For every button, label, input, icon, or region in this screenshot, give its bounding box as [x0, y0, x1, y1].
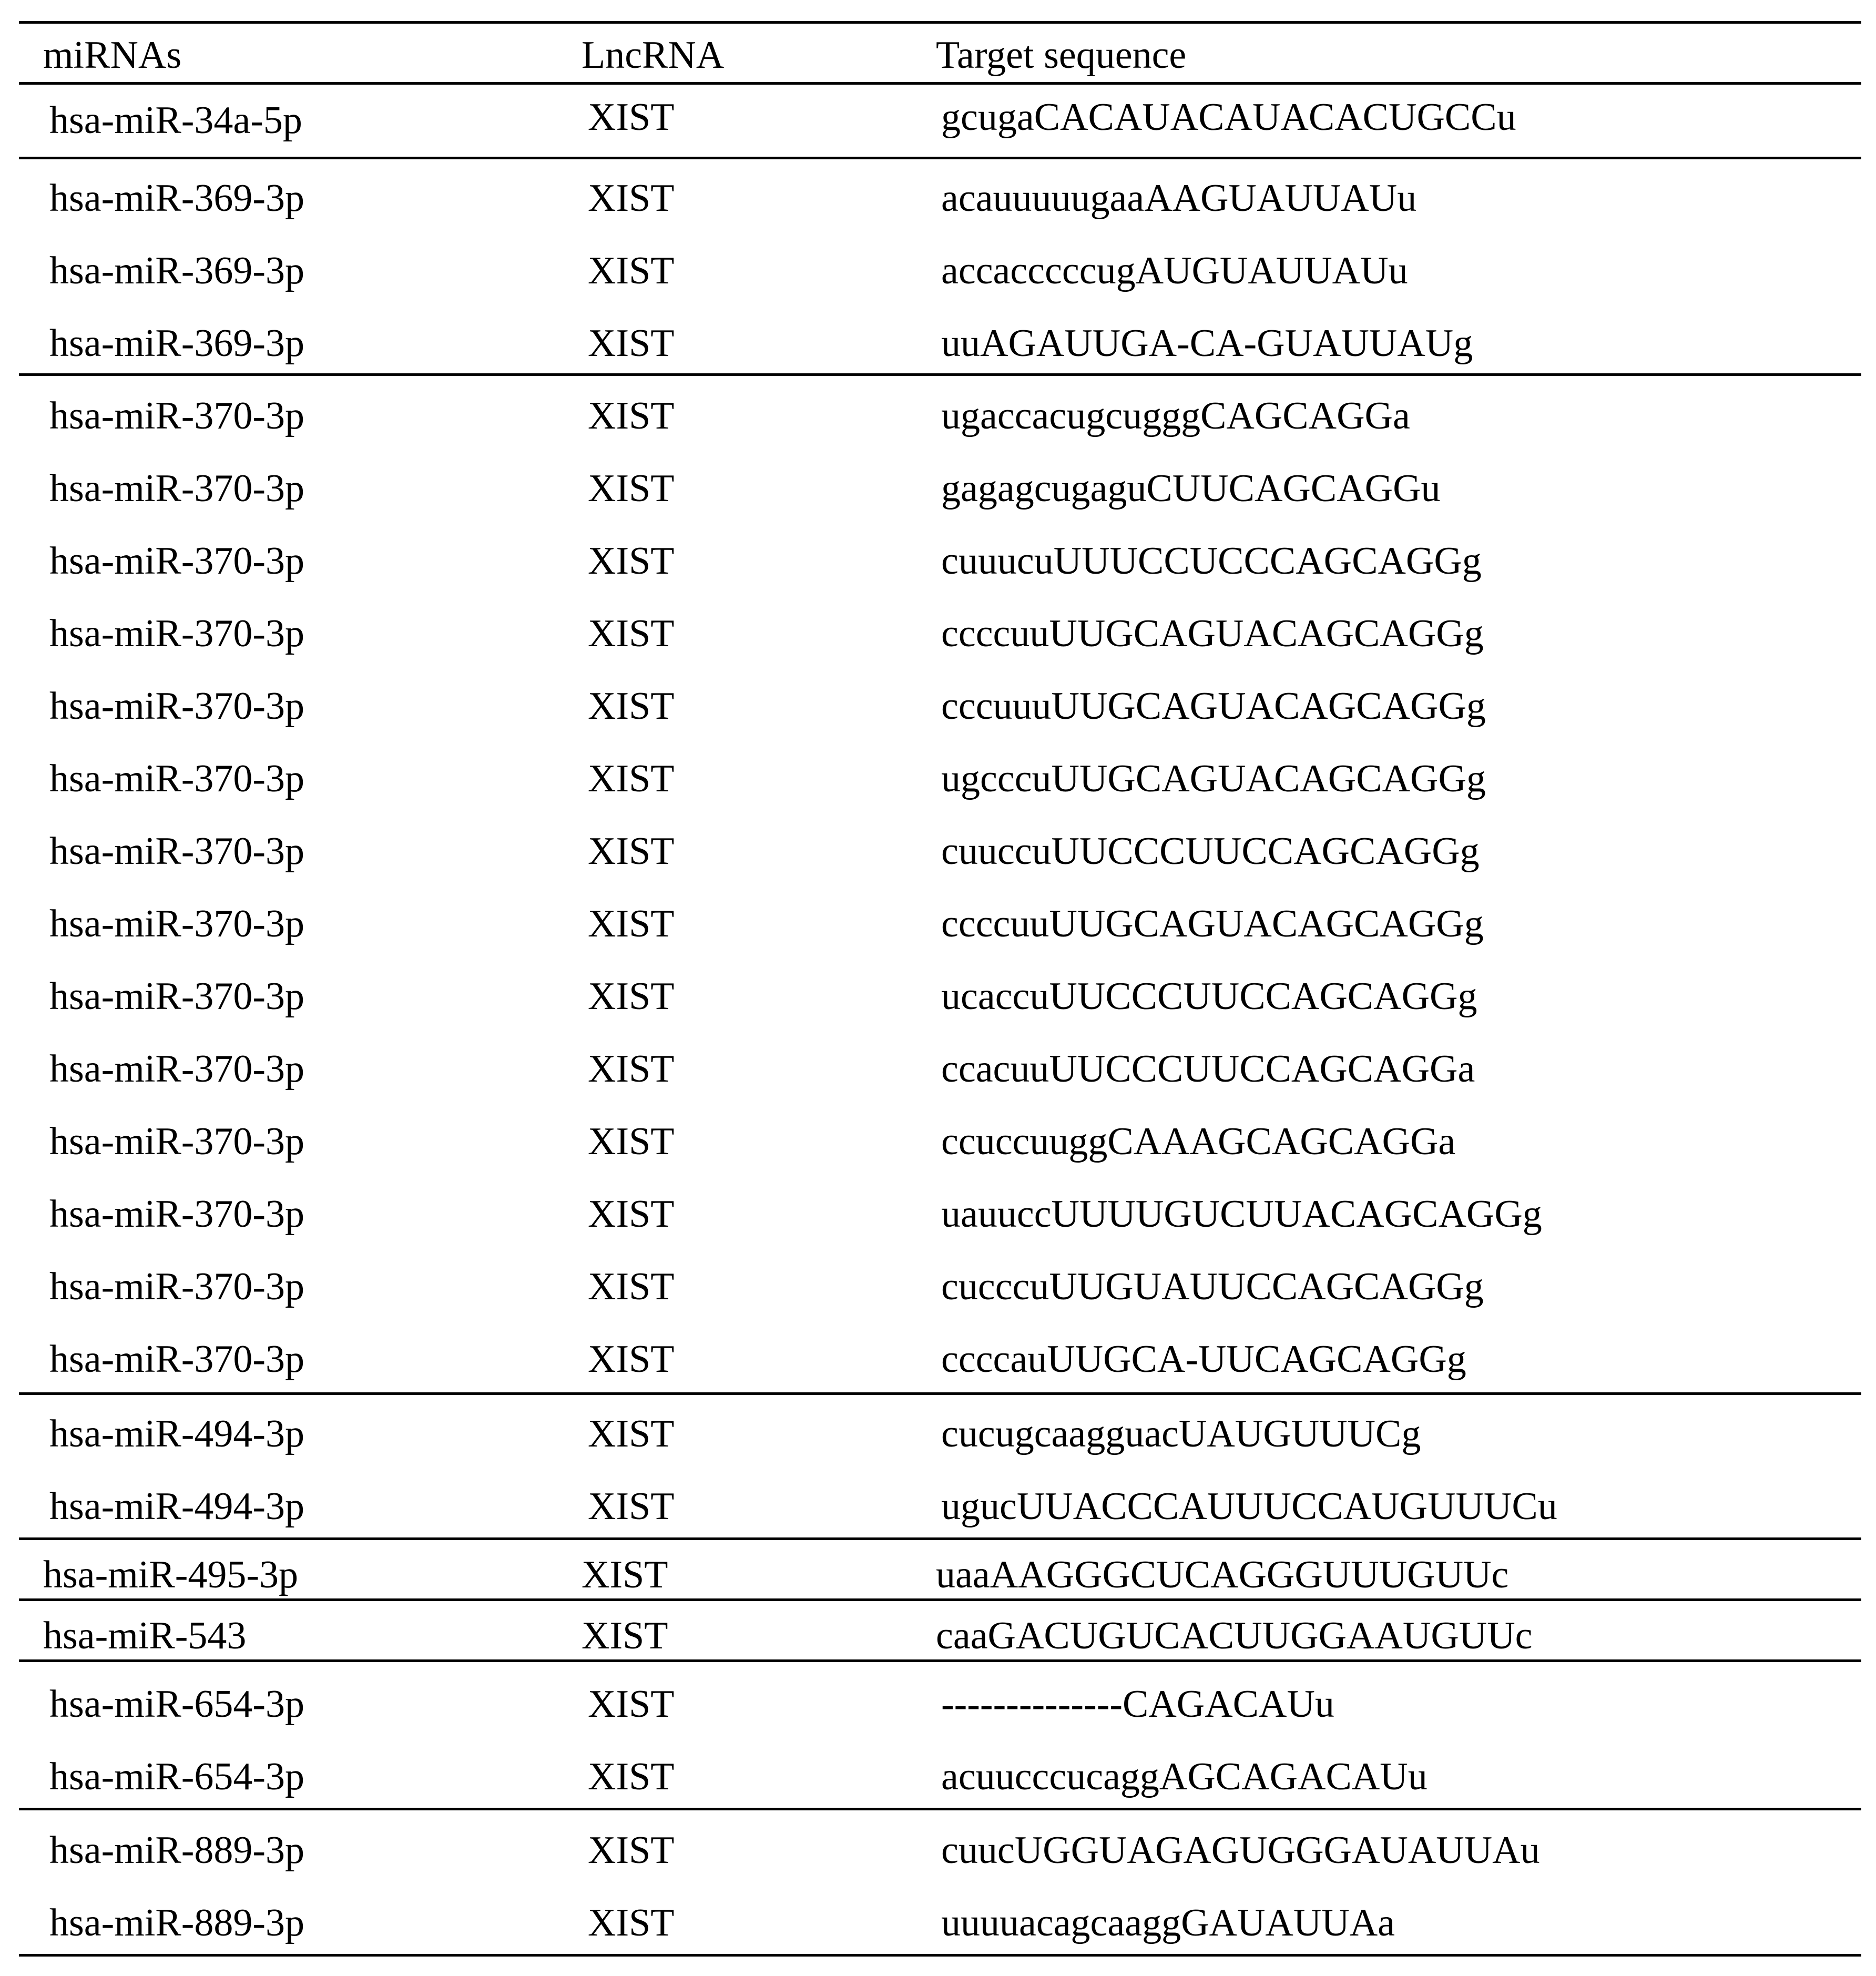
table-row-target: caaGACUGUCACUUGGAAUGUUc	[936, 1614, 1533, 1657]
group-divider	[19, 1598, 1861, 1601]
table-row-mirna: hsa-miR-494-3p	[49, 1412, 305, 1455]
table-row-lncrna: XIST	[588, 96, 675, 139]
table-row-target: ccuccuuggCAAAGCAGCAGGa	[941, 1120, 1456, 1163]
table-top-rule	[19, 21, 1861, 24]
table-row-target: uuAGAUUGA-CA-GUAUUAUg	[941, 322, 1473, 365]
table-row-lncrna: XIST	[588, 1412, 675, 1455]
table-row-target: cucugcaagguacUAUGUUUCg	[941, 1412, 1421, 1455]
table-row-mirna: hsa-miR-370-3p	[49, 757, 305, 800]
table-row-mirna: hsa-miR-370-3p	[49, 1047, 305, 1091]
table-row-lncrna: XIST	[588, 1755, 675, 1798]
table-row-lncrna: XIST	[588, 1485, 675, 1528]
header-target-sequence: Target sequence	[936, 34, 1187, 77]
table-row-target: gcugaCACAUACAUACACUGCCu	[941, 96, 1516, 139]
table-row-lncrna: XIST	[588, 1047, 675, 1091]
table-row-mirna: hsa-miR-370-3p	[49, 1338, 305, 1381]
table-row-target: cuuucuUUUCCUCCCAGCAGGg	[941, 539, 1482, 583]
table-row-target: accacccccugAUGUAUUAUu	[941, 249, 1408, 292]
table-bottom-rule	[19, 1954, 1861, 1957]
table-row-target: cucccuUUGUAUUCCAGCAGGg	[941, 1265, 1484, 1308]
table-row-mirna: hsa-miR-370-3p	[49, 1193, 305, 1236]
table-row-target: cuuccuUUCCCUUCCAGCAGGg	[941, 830, 1480, 873]
table-row-target: acuucccucaggAGCAGACAUu	[941, 1755, 1428, 1798]
table-row-mirna: hsa-miR-370-3p	[49, 612, 305, 655]
table-row-lncrna: XIST	[588, 1193, 675, 1236]
table-row-mirna: hsa-miR-370-3p	[49, 539, 305, 583]
table-row-lncrna: XIST	[588, 902, 675, 945]
table-row-mirna: hsa-miR-495-3p	[43, 1553, 299, 1596]
table-row-target: ccccuuUUGCAGUACAGCAGGg	[941, 612, 1484, 655]
table-row-lncrna: XIST	[588, 322, 675, 365]
header-mirnas: miRNAs	[43, 34, 182, 77]
table-row-mirna: hsa-miR-369-3p	[49, 249, 305, 292]
table-row-lncrna: XIST	[588, 539, 675, 583]
table-row-mirna: hsa-miR-370-3p	[49, 685, 305, 728]
group-divider	[19, 157, 1861, 159]
table-row-mirna: hsa-miR-370-3p	[49, 1120, 305, 1163]
table-row-mirna: hsa-miR-654-3p	[49, 1755, 305, 1798]
table-row-lncrna: XIST	[582, 1614, 668, 1657]
table-row-target: ucaccuUUCCCUUCCAGCAGGg	[941, 975, 1477, 1018]
table-row-mirna: hsa-miR-369-3p	[49, 322, 305, 365]
table-row-mirna: hsa-miR-370-3p	[49, 467, 305, 510]
table-row-mirna: hsa-miR-370-3p	[49, 394, 305, 437]
table-row-target: ccccauUUGCA-UUCAGCAGGg	[941, 1338, 1466, 1381]
table-row-lncrna: XIST	[588, 467, 675, 510]
table-row-mirna: hsa-miR-370-3p	[49, 1265, 305, 1308]
table-row-lncrna: XIST	[588, 1829, 675, 1872]
table-row-mirna: hsa-miR-889-3p	[49, 1901, 305, 1944]
table-row-lncrna: XIST	[588, 177, 675, 220]
group-divider	[19, 1392, 1861, 1395]
table-row-target: acauuuuugaaAAGUAUUAUu	[941, 177, 1417, 220]
header-lncrna: LncRNA	[582, 34, 725, 77]
table-row-mirna: hsa-miR-543	[43, 1614, 247, 1657]
table-row-mirna: hsa-miR-889-3p	[49, 1829, 305, 1872]
table-row-target: ugcccuUUGCAGUACAGCAGGg	[941, 757, 1486, 800]
table-row-target: gagagcugaguCUUCAGCAGGu	[941, 467, 1441, 510]
table-row-target: ccacuuUUCCCUUCCAGCAGGa	[941, 1047, 1475, 1091]
table-row-mirna: hsa-miR-369-3p	[49, 177, 305, 220]
table-row-target: uauuccUUUUGUCUUACAGCAGGg	[941, 1193, 1542, 1236]
table-row-lncrna: XIST	[588, 1901, 675, 1944]
table-row-lncrna: XIST	[588, 249, 675, 292]
table-row-lncrna: XIST	[588, 975, 675, 1018]
table-row-target: ccccuuUUGCAGUACAGCAGGg	[941, 902, 1484, 945]
table-row-lncrna: XIST	[588, 612, 675, 655]
table-row-target: ugaccacugcugggCAGCAGGa	[941, 394, 1410, 437]
table-row-mirna: hsa-miR-34a-5p	[49, 99, 302, 142]
table-row-mirna: hsa-miR-654-3p	[49, 1683, 305, 1726]
table-row-lncrna: XIST	[588, 685, 675, 728]
table-row-target: cccuuuUUGCAGUACAGCAGGg	[941, 685, 1486, 728]
table-row-target: ugucUUACCCAUUUCCAUGUUUCu	[941, 1485, 1557, 1528]
table-row-lncrna: XIST	[588, 1120, 675, 1163]
table-row-mirna: hsa-miR-494-3p	[49, 1485, 305, 1528]
table-row-mirna: hsa-miR-370-3p	[49, 902, 305, 945]
table-row-lncrna: XIST	[588, 394, 675, 437]
table-row-mirna: hsa-miR-370-3p	[49, 975, 305, 1018]
group-divider	[19, 1808, 1861, 1810]
table-row-lncrna: XIST	[582, 1553, 668, 1596]
table-row-target: uuuuacagcaaggGAUAUUAa	[941, 1901, 1395, 1944]
group-divider	[19, 1659, 1861, 1662]
table-row-lncrna: XIST	[588, 1338, 675, 1381]
table-row-mirna: hsa-miR-370-3p	[49, 830, 305, 873]
table-row-target: cuucUGGUAGAGUGGGAUAUUAu	[941, 1829, 1540, 1872]
group-divider	[19, 1537, 1861, 1540]
table-row-lncrna: XIST	[588, 757, 675, 800]
table-row-target: uaaAAGGGCUCAGGGUUUGUUc	[936, 1553, 1509, 1596]
table-row-lncrna: XIST	[588, 1265, 675, 1308]
group-divider	[19, 373, 1861, 376]
header-rule	[19, 82, 1861, 85]
table-row-target: --------------CAGACAUu	[941, 1683, 1334, 1726]
table-row-lncrna: XIST	[588, 830, 675, 873]
table-row-lncrna: XIST	[588, 1683, 675, 1726]
